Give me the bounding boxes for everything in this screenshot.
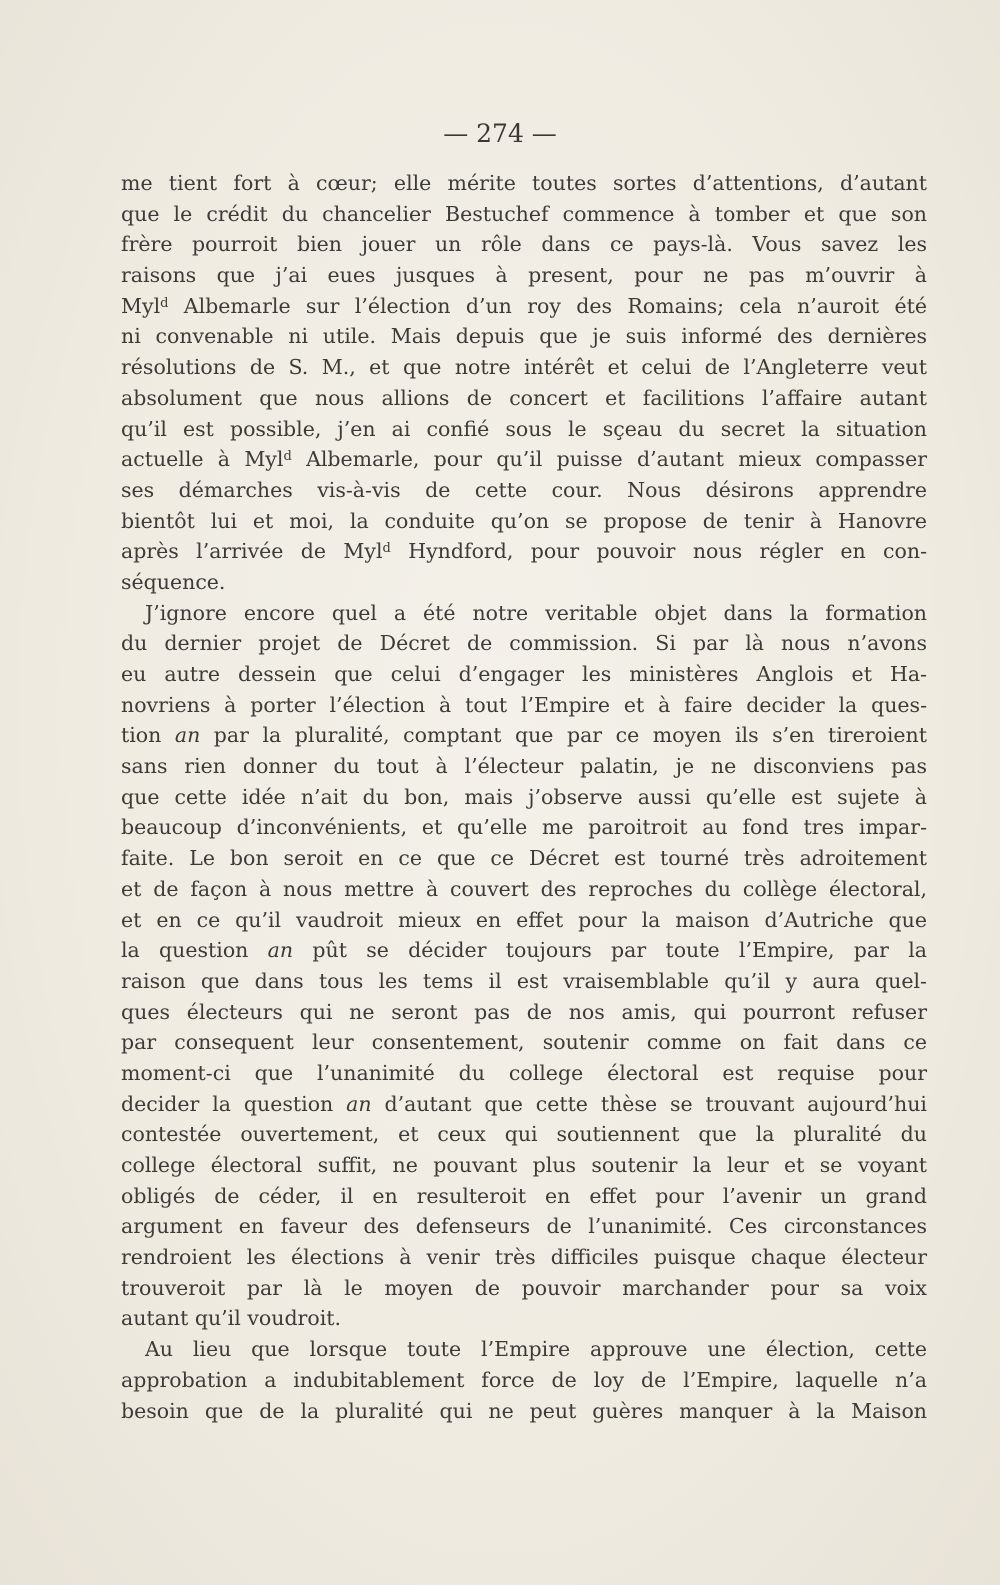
text-segment: la question [121, 938, 268, 963]
page-number: — 274 — [443, 119, 557, 148]
text-segment: après l’arrivée de Myl [121, 539, 383, 564]
text-line: besoin que de la pluralité qui ne peut guères manquer à la Maison [121, 1398, 927, 1423]
text-line: approbation a indubitablement force de loy de l’Empire, laquelle n’a [121, 1367, 927, 1392]
text-segment: decider la question [121, 1091, 347, 1116]
text-line: argument en faveur des defenseurs de l’unanimité. Ces circonstances [121, 1214, 927, 1239]
text-line: du dernier projet de Décret de commission. Si par là nous n’avons [121, 631, 927, 656]
text-line: autant qu’il voudroit. [121, 1306, 342, 1331]
text-line: raisons que j’ai eues jusques à present, pour ne pas m’ouvrir à [121, 263, 927, 288]
text-line: frère pourroit bien jouer un rôle dans ce pays-là. Vous savez les [121, 232, 927, 257]
text-line: J’ignore encore quel a été notre veritable objet dans la formation [145, 600, 927, 625]
superscript: d [382, 541, 391, 557]
superscript: d [160, 295, 169, 311]
text-line: qu’il est possible, j’en ai confié sous le sçeau du secret la situation [121, 416, 927, 441]
italic-term: an [346, 1091, 372, 1116]
text-line: que cette idée n’ait du bon, mais j’observe aussi qu’elle est sujete à [121, 784, 927, 809]
text-line: obligés de céder, il en resulteroit en effet pour l’avenir un grand [121, 1183, 927, 1208]
text-segment: Albemarle, pour qu’il puisse d’autant mieux compasser [291, 447, 927, 472]
text-line: faite. Le bon seroit en ce que ce Décret est tourné très adroitement [121, 846, 927, 871]
text-line [121, 935, 927, 966]
text-line: séquence. [121, 569, 226, 594]
text-segment: d’autant que cette thèse se trouvant aujourd’hui [371, 1091, 927, 1116]
text-line: et en ce qu’il vaudroit mieux en effet pour la maison d’Autriche que [121, 907, 927, 932]
text-line: me tient fort à cœur; elle mérite toutes sortes d’attentions, d’autant [121, 171, 927, 195]
text-segment: actuelle à Myl [121, 447, 284, 472]
text-line: contestée ouvertement, et ceux qui soutiennent que la pluralité du [121, 1122, 927, 1147]
text-line: college électoral suffit, ne pouvant plus soutenir la leur et se voyant [121, 1153, 927, 1177]
italic-term: an [174, 723, 201, 748]
text-line: ni convenable ni utile. Mais depuis que je suis informé des dernières [121, 324, 927, 349]
text-line: beaucoup d’inconvénients, et qu’elle me paroitroit au fond tres impar- [121, 815, 927, 840]
text-line: par consequent leur consentement, soutenir comme on fait dans ce [121, 1030, 927, 1055]
text-line: novriens à porter l’élection à tout l’Empire et à faire decider la ques- [121, 692, 927, 717]
text-line: bientôt lui et moi, la conduite qu’on se propose de tenir à Hanovre [121, 508, 927, 533]
text-line [121, 444, 927, 475]
text-line: moment-ci que l’unanimité du college électoral est requise pour [121, 1060, 927, 1085]
body-text [121, 168, 927, 1426]
text-line: que le crédit du chancelier Bestuchef commence à tomber et que son [121, 201, 927, 226]
text-segment: Myl [121, 293, 161, 318]
text-line: eu autre dessein que celui d’engager les ministères Anglois et Ha- [121, 662, 927, 686]
text-line: ses démarches vis-à-vis de cette cour. Nous désirons apprendre [121, 477, 927, 502]
text-line [121, 720, 927, 751]
text-line: sans rien donner du tout à l’électeur palatin, je ne disconviens pas [121, 754, 927, 779]
text-line: rendroient les élections à venir très difficiles puisque chaque électeur [121, 1245, 927, 1270]
text-line: et de façon à nous mettre à couvert des reproches du collège électoral, [121, 876, 927, 901]
text-line [121, 291, 927, 322]
text-segment: Hyndford, pour pouvoir nous régler en con- [390, 539, 927, 564]
text-segment: pût se décider toujours par toute l’Empire, par la [293, 938, 927, 963]
text-line: résolutions de S. M., et que notre intérêt et celui de l’Angleterre veut [121, 355, 927, 380]
text-segment: par la pluralité, comptant que par ce moyen ils s’en tireroient [200, 723, 927, 748]
italic-term: an [267, 938, 294, 963]
text-segment: tion [121, 723, 175, 748]
text-line: Au lieu que lorsque toute l’Empire approuve une élection, cette [145, 1337, 927, 1362]
text-segment: Albemarle sur l’élection d’un roy des Romains; cela n’auroit été [168, 293, 927, 318]
text-line [121, 536, 927, 567]
text-line: raison que dans tous les tems il est vraisemblable qu’il y aura quel- [121, 968, 927, 993]
superscript: d [283, 449, 292, 465]
text-line [121, 1089, 927, 1120]
text-line: absolument que nous allions de concert et facilitions l’affaire autant [121, 385, 927, 410]
text-line: trouveroit par là le moyen de pouvoir marchander pour sa voix [121, 1275, 927, 1300]
text-line: ques électeurs qui ne seront pas de nos amis, qui pourront refuser [121, 999, 927, 1024]
